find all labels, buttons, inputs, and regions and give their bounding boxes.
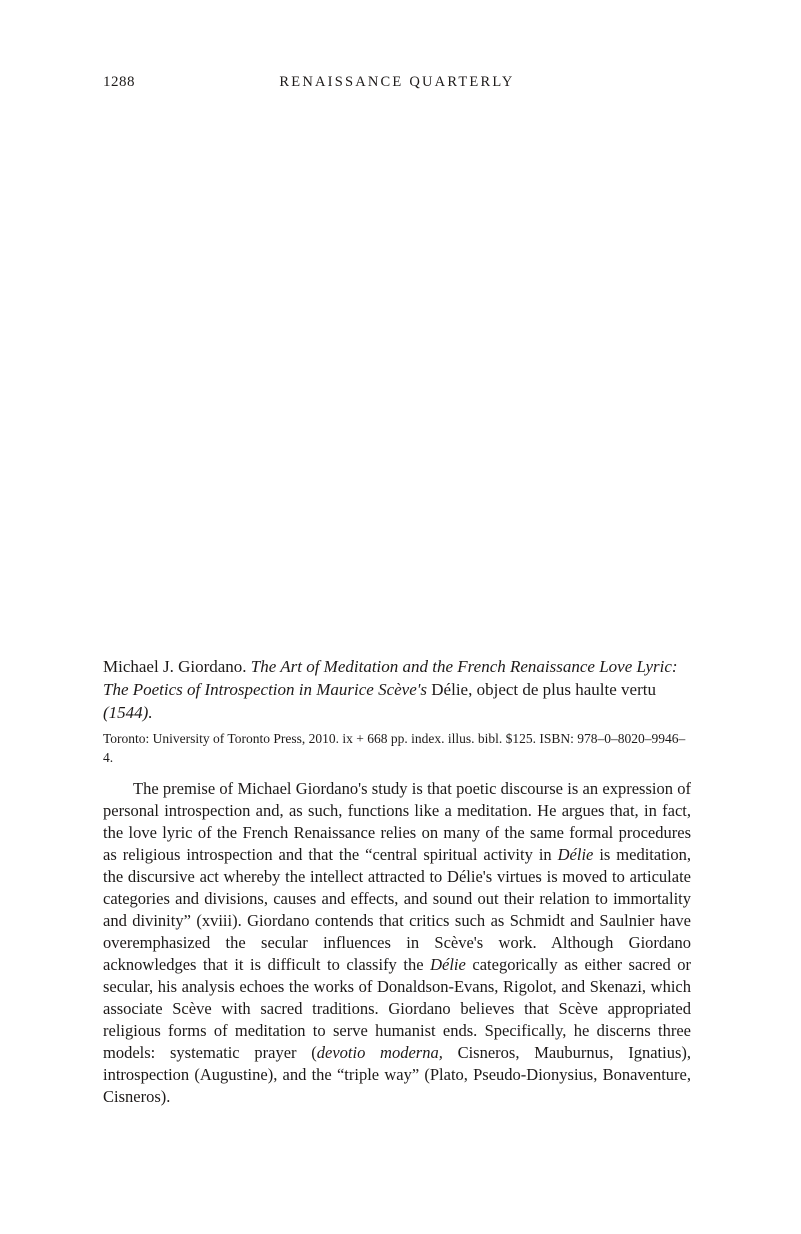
page-number: 1288 xyxy=(103,74,135,90)
journal-title: RENAISSANCE QUARTERLY xyxy=(279,74,515,90)
review-imprint: Toronto: University of Toronto Press, 2010. ix + 668 pp. index. illus. bibl. $125. ISBN: 978–0–8020–9946–4. xyxy=(103,731,686,765)
running-head xyxy=(103,74,691,94)
review-body: The premise of Michael Giordano's study is that poetic discourse is an expression of personal introspection and, as such, functions like a meditation. He argues that, in fact, the love lyric of the French Renaissance relies on many of the same formal procedures as religious introspection and that the “central spiritual activity in Délie is meditation, the discursive act whereby the intellect attracted to Délie's virtues is moved to articulate categories and divisions, causes and effects, and sound out their relation to immortality and divinity” (xviii). Giordano contends that critics such as Schmidt and Saulnier have overemphasized the secular influences in Scève's work. Although Giordano acknowledges that it is difficult to classify the Délie categorically as either sacred or secular, his analysis echoes the works of Donaldson-Evans, Rigolot, and Skenazi, which associate Scève with sacred traditions. Giordano believes that Scève appropriated religious forms of meditation to serve humanist ends. Specifically, he discerns three models: systematic prayer (devotio moderna, Cisneros, Mauburnus, Ignatius), introspection (Augustine), and the “triple way” (Plato, Pseudo-Dionysius, Bonaventure, Cisneros). xyxy=(103,779,691,1106)
book-review xyxy=(103,655,691,1108)
review-heading: Michael J. Giordano. The Art of Meditation and the French Renaissance Love Lyric: The Poetics of Introspection in Maurice Scève's Délie, object de plus haulte vertu (1544). xyxy=(103,657,678,722)
